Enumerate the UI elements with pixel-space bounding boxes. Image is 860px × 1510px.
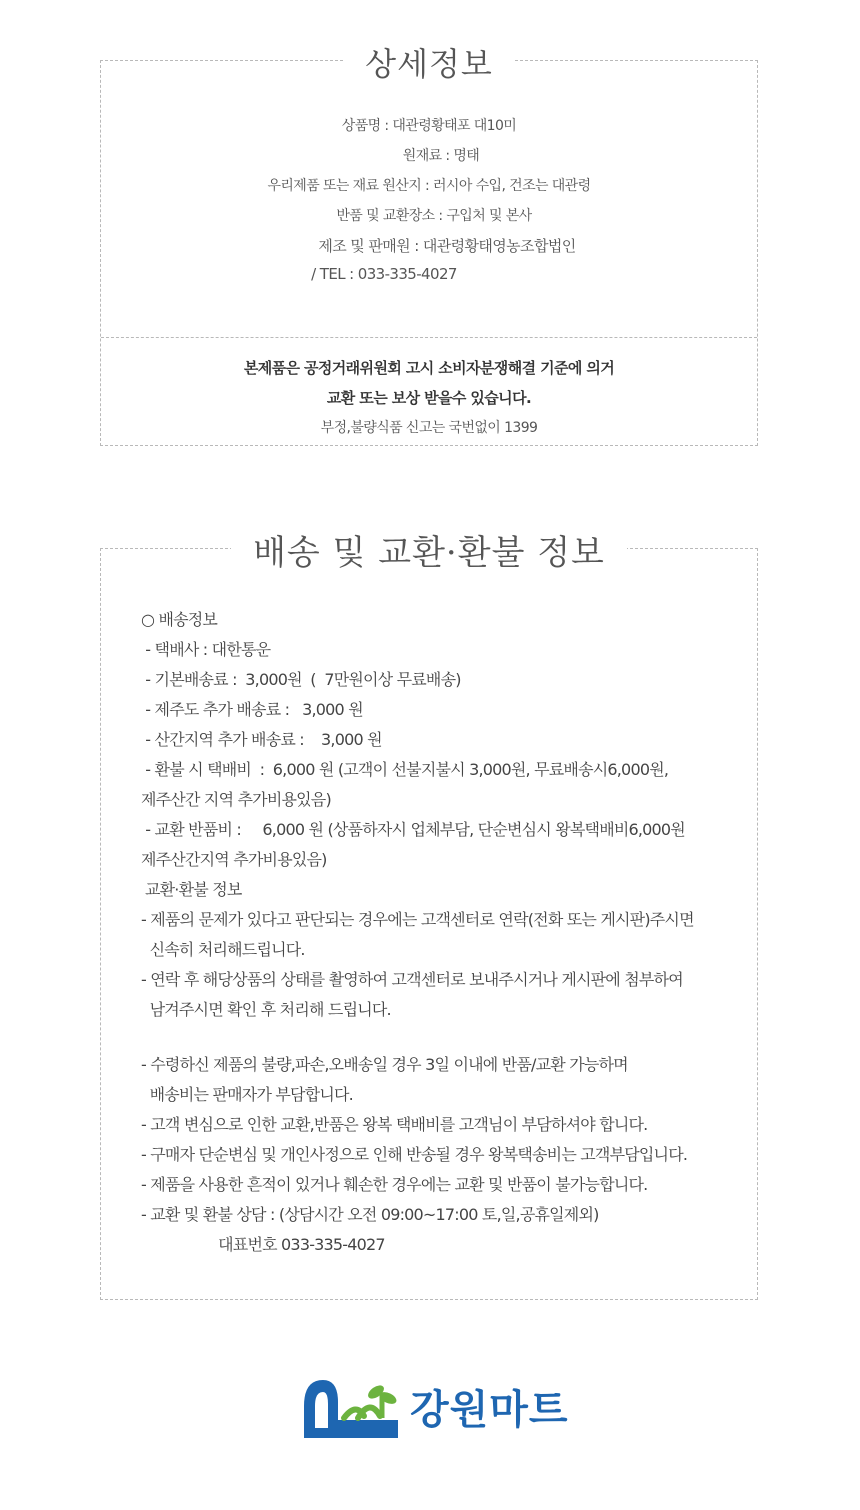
shipping-line: 배송비는 판매자가 부담합니다. bbox=[141, 1085, 353, 1104]
shipping-line: - 제품을 사용한 흔적이 있거나 훼손한 경우에는 교환 및 반품이 불가능합니다. bbox=[141, 1175, 648, 1194]
notice-line-3: 부정,불량식품 신고는 국번없이 1399 bbox=[320, 420, 538, 436]
shipping-line: - 산간지역 추가 배송료 : 3,000 원 bbox=[141, 730, 382, 749]
shipping-line: - 교환 반품비 : 6,000 원 (상품하자시 업체부담, 단순변심시 왕복택배비6,000원 bbox=[141, 820, 685, 839]
detail-divider bbox=[101, 337, 757, 338]
ingredient-line: 원재료 : 명태 bbox=[402, 148, 480, 164]
shipping-line: 교환·환불 정보 bbox=[145, 880, 242, 899]
manufacturer-line: 제조 및 판매원 : 대관령황태영농조합법인 bbox=[318, 237, 576, 255]
shipping-line: 제주산간지역 추가비용있음) bbox=[141, 850, 327, 869]
product-detail-box bbox=[100, 45, 758, 446]
logo-text: 강원마트 bbox=[410, 1387, 569, 1433]
shipping-info-title: 배송 및 교환·환불 정보 bbox=[101, 525, 757, 574]
tel-line: / TEL : 033-335-4027 bbox=[311, 265, 457, 283]
shipping-line: - 연락 후 해당상품의 상태를 촬영하여 고객센터로 보내주시거나 게시판에 첨부하여 bbox=[141, 970, 683, 989]
notice-line-1: 본제품은 공정거래위원회 고시 소비자분쟁해결 기준에 의거 bbox=[243, 359, 615, 377]
shipping-line: - 제주도 추가 배송료 : 3,000 원 bbox=[141, 700, 363, 719]
product-detail-title: 상세정보 bbox=[101, 39, 757, 85]
shipping-line: - 제품의 문제가 있다고 판단되는 경우에는 고객센터로 연락(전화 또는 게시판)주시면 bbox=[141, 910, 694, 929]
shipping-line: 신속히 처리해드립니다. bbox=[141, 940, 305, 959]
shipping-line: - 택배사 : 대한통운 bbox=[141, 640, 271, 659]
mountain-leaf-icon bbox=[298, 1372, 408, 1440]
shipping-line: ○ 배송정보 bbox=[141, 610, 218, 629]
shipping-line: 남겨주시면 확인 후 처리해 드립니다. bbox=[141, 1000, 391, 1019]
shipping-line: 대표번호 033-335-4027 bbox=[141, 1235, 385, 1254]
product-name-line: 상품명 : 대관령황태포 대10미 bbox=[341, 118, 517, 134]
shipping-line: - 기본배송료 : 3,000원 ( 7만원이상 무료배송) bbox=[141, 670, 461, 689]
gangwon-mart-logo bbox=[298, 1372, 569, 1440]
shipping-info-box bbox=[100, 533, 758, 1300]
shipping-line: - 수령하신 제품의 불량,파손,오배송일 경우 3일 이내에 반품/교환 가능하며 bbox=[141, 1055, 628, 1074]
shipping-line: - 고객 변심으로 인한 교환,반품은 왕복 택배비를 고객님이 부담하셔야 합니다. bbox=[141, 1115, 648, 1134]
return-place-line: 반품 및 교환장소 : 구입처 및 본사 bbox=[336, 208, 532, 224]
shipping-line: - 교환 및 환불 상담 : (상담시간 오전 09:00~17:00 토,일,공휴일제외) bbox=[141, 1205, 599, 1224]
shipping-line: 제주산간 지역 추가비용있음) bbox=[141, 790, 331, 809]
shipping-line: - 환불 시 택배비 : 6,000 원 (고객이 선불지불시 3,000원, 무료배송시6,000원, bbox=[141, 760, 669, 779]
origin-line: 우리제품 또는 재료 원산지 : 러시아 수입, 건조는 대관령 bbox=[267, 178, 591, 194]
shipping-line: - 구매자 단순변심 및 개인사정으로 인해 반송될 경우 왕복택송비는 고객부담입니다. bbox=[141, 1145, 688, 1164]
notice-line-2: 교환 또는 보상 받을수 있습니다. bbox=[326, 389, 532, 407]
